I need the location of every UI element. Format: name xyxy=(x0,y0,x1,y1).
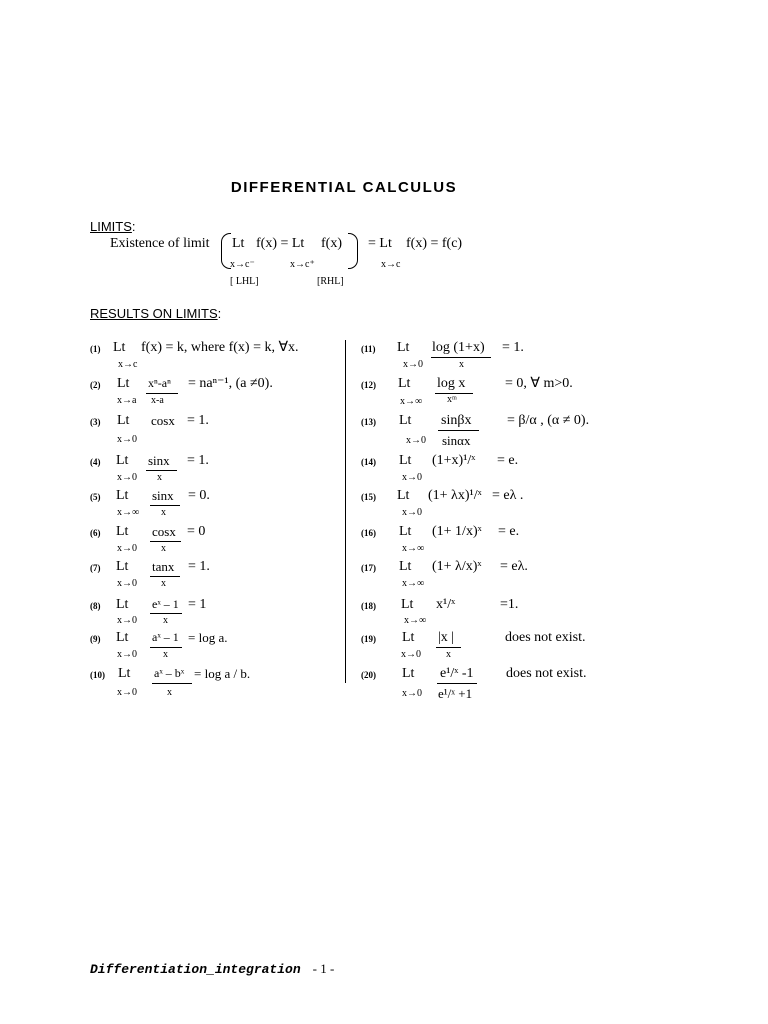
fraction-bar xyxy=(436,647,461,648)
eq-lt: = Lt xyxy=(368,236,392,251)
fraction-bar xyxy=(150,647,182,648)
right-bracket xyxy=(348,233,358,269)
existence-label: Existence of limit xyxy=(110,236,210,251)
sub-c-minus: x→c⁻ xyxy=(230,259,255,270)
fx-equals-fc: f(x) = f(c) xyxy=(406,236,463,251)
limits-heading: LIMITS: xyxy=(90,219,136,234)
page-title: DIFFERENTIAL CALCULUS xyxy=(230,179,458,196)
sub-c: x→c xyxy=(381,259,401,270)
fraction-bar xyxy=(437,683,477,684)
lt-left: Lt xyxy=(232,236,245,251)
fraction-bar xyxy=(146,470,177,471)
results-heading: RESULTS ON LIMITS: xyxy=(90,306,222,321)
fraction-bar xyxy=(146,393,178,394)
fraction-bar xyxy=(438,430,479,431)
fraction-bar xyxy=(152,683,192,684)
fraction-bar xyxy=(150,576,180,577)
fraction-bar xyxy=(150,613,182,614)
rhl-label: [RHL] xyxy=(317,276,344,287)
footer-filename: Differentiation_integration xyxy=(90,962,301,977)
page-footer xyxy=(90,960,334,978)
column-divider xyxy=(345,340,346,683)
page-number: - 1 - xyxy=(312,961,335,976)
fx-right: f(x) xyxy=(321,236,342,251)
sub-c-plus: x→c⁺ xyxy=(290,259,315,270)
fraction-bar xyxy=(431,357,491,358)
fraction-bar xyxy=(150,505,180,506)
fx-equals-lt: f(x) = Lt xyxy=(256,236,305,251)
lhl-label: [ LHL] xyxy=(230,276,259,287)
fraction-bar xyxy=(150,541,181,542)
